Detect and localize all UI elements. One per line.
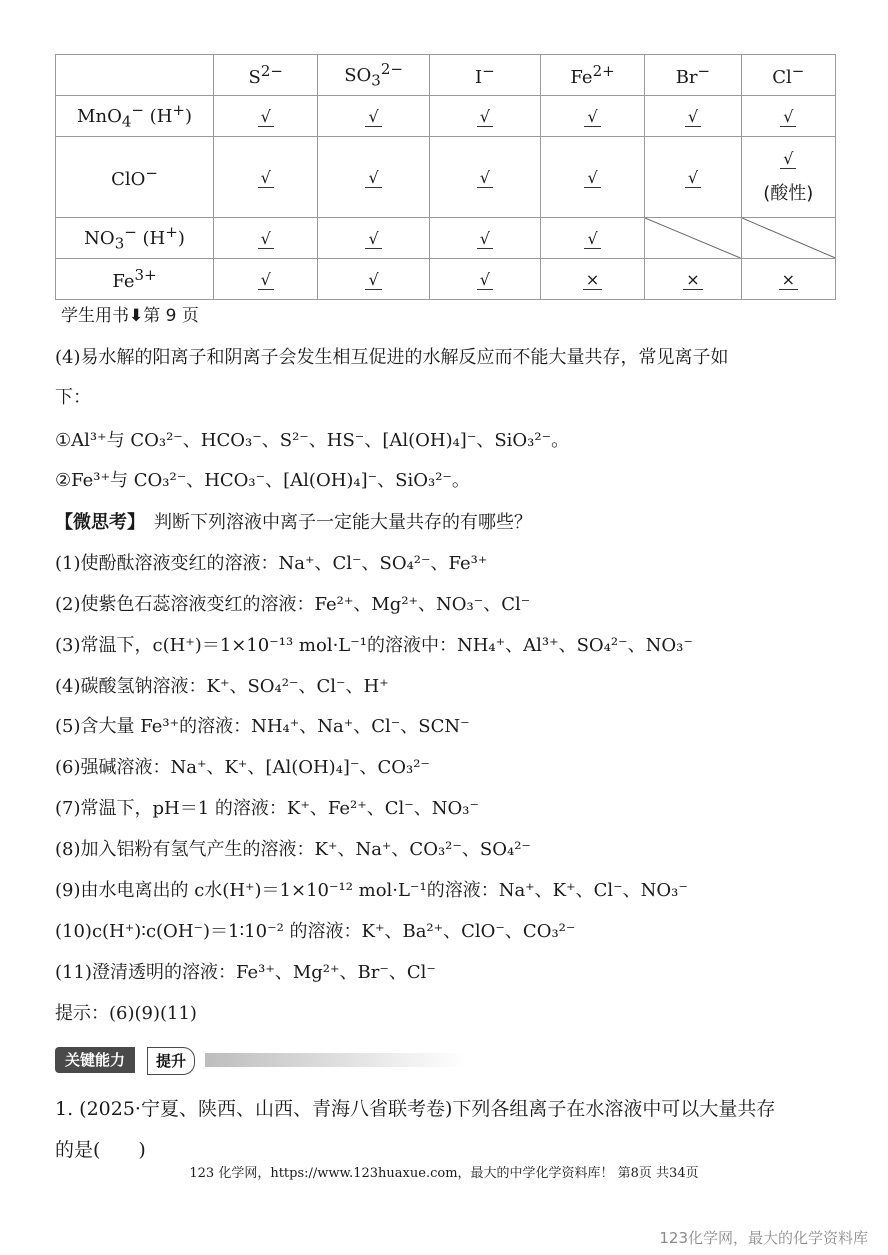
think-heading (55, 508, 532, 534)
table-cell: √ (429, 137, 540, 218)
ref-page: 第 9 页 (143, 306, 199, 326)
question-item: (6)强碱溶液：Na⁺、K⁺、[Al(OH)₄]⁻、CO₃²⁻ (55, 757, 430, 778)
banner-right-label: 提升 (147, 1047, 195, 1075)
question-item: (11)澄清透明的溶液：Fe³⁺、Mg²⁺、Br⁻、Cl⁻ (55, 962, 436, 983)
row-label-no3: $NO_3^-$ (H+) (56, 218, 214, 259)
table-cell-empty (741, 218, 835, 259)
table-cell: √ (318, 259, 429, 300)
question-item: (7)常温下，pH＝1 的溶液：K⁺、Fe²⁺、Cl⁻、NO₃⁻ (55, 798, 479, 819)
table-cell: √ (214, 218, 318, 259)
table-cell: √ (741, 96, 835, 137)
down-arrow-icon: ⬇ (129, 306, 144, 326)
page-footer: 123 化学网，https://www.123huaxue.com，最大的中学化学资料库！ 第8页 共34页 (189, 1166, 699, 1181)
row-label-clo: ClO− (56, 137, 214, 218)
diagonal-line (742, 218, 835, 258)
para4-line1: (4)易水解的阳离子和阴离子会发生相互促进的水解反应而不能大量共存，常见离子如 (55, 347, 729, 368)
table-cell: √ (645, 137, 741, 218)
banner-left-label: 关键能力 (55, 1047, 135, 1073)
table-cell: √ (214, 96, 318, 137)
table-cell: √ (318, 218, 429, 259)
row-label-mno4: MnO$_4$− (H+) (56, 96, 214, 137)
header-cl: Cl− (741, 55, 835, 96)
header-i: I− (429, 55, 540, 96)
table-cell: × (645, 259, 741, 300)
table-cell: √ (214, 259, 318, 300)
table-corner-cell (56, 55, 214, 96)
table-cell: √ (540, 137, 644, 218)
table-header-row (56, 55, 836, 96)
header-s2: $S^{2-}$ (214, 55, 318, 96)
section-banner (55, 1047, 415, 1073)
header-br: Br− (645, 55, 741, 96)
header-so3: $SO_3^{2-}$ (318, 55, 429, 96)
hint: 提示：(6)(9)(11) (55, 1003, 197, 1024)
row-label-fe3: $Fe^{3+}$ (56, 259, 214, 300)
question-item: (2)使紫色石蕊溶液变红的溶液：Fe²⁺、Mg²⁺、NO₃⁻、Cl⁻ (55, 594, 531, 615)
think-title: 【微思考】 (55, 512, 136, 533)
table-cell: √ (540, 218, 644, 259)
table-row (56, 218, 836, 259)
table-cell: √ (酸性) (741, 137, 835, 218)
item2: ②Fe³⁺与 CO₃²⁻、HCO₃⁻、[Al(OH)₄]⁻、SiO₃²⁻。 (55, 470, 470, 491)
question1-line2: 的是( ) (55, 1139, 146, 1161)
table-cell: √ (429, 259, 540, 300)
question-item: (4)碳酸氢钠溶液：K⁺、SO₄²⁻、Cl⁻、H⁺ (55, 676, 389, 697)
table-cell: √ (318, 137, 429, 218)
table-cell: √ (429, 218, 540, 259)
table-cell: √ (429, 96, 540, 137)
para4-line2: 下： (55, 387, 91, 408)
think-text: 判断下列溶液中离子一定能大量共存的有哪些？ (154, 512, 532, 533)
table-cell: √ (214, 137, 318, 218)
question-item: (5)含大量 Fe³⁺的溶液：NH₄⁺、Na⁺、Cl⁻、SCN⁻ (55, 716, 470, 737)
table-cell: × (741, 259, 835, 300)
watermark: 123化学网，最大的化学资料库 (659, 1229, 868, 1247)
table-cell: √ (645, 96, 741, 137)
table-cell-empty (645, 218, 741, 259)
table-cell: √ (540, 96, 644, 137)
book-page-reference (61, 301, 199, 326)
ref-label: 学生用书 (61, 306, 129, 326)
ion-coexistence-table (55, 54, 836, 300)
question-item: (1)使酚酞溶液变红的溶液：Na⁺、Cl⁻、SO₄²⁻、Fe³⁺ (55, 553, 488, 574)
question-item: (3)常温下，c(H⁺)＝1×10⁻¹³ mol·L⁻¹的溶液中：NH₄⁺、Al³⁺、SO₄²⁻、NO₃⁻ (55, 635, 693, 656)
table-cell: × (540, 259, 644, 300)
diagonal-line (645, 218, 740, 258)
question1-line1: 1. (2025·宁夏、陕西、山西、青海八省联考卷)下列各组离子在水溶液中可以大量共存 (55, 1098, 776, 1120)
banner-fade (205, 1053, 465, 1067)
table-row (56, 259, 836, 300)
question-item: (9)由水电离出的 c水(H⁺)＝1×10⁻¹² mol·L⁻¹的溶液：Na⁺、K⁺、Cl⁻、NO₃⁻ (55, 880, 688, 901)
question-item: (8)加入铝粉有氢气产生的溶液：K⁺、Na⁺、CO₃²⁻、SO₄²⁻ (55, 839, 531, 860)
header-fe2: $Fe^{2+}$ (540, 55, 644, 96)
table-cell: √ (318, 96, 429, 137)
item1: ①Al³⁺与 CO₃²⁻、HCO₃⁻、S²⁻、HS⁻、[Al(OH)₄]⁻、SiO₃²⁻。 (55, 430, 570, 451)
table-row (56, 137, 836, 218)
table-row (56, 96, 836, 137)
acidic-note: (酸性) (763, 182, 814, 204)
question-item: (10)c(H⁺)∶c(OH⁻)＝1∶10⁻² 的溶液：K⁺、Ba²⁺、ClO⁻、CO₃²⁻ (55, 921, 576, 942)
